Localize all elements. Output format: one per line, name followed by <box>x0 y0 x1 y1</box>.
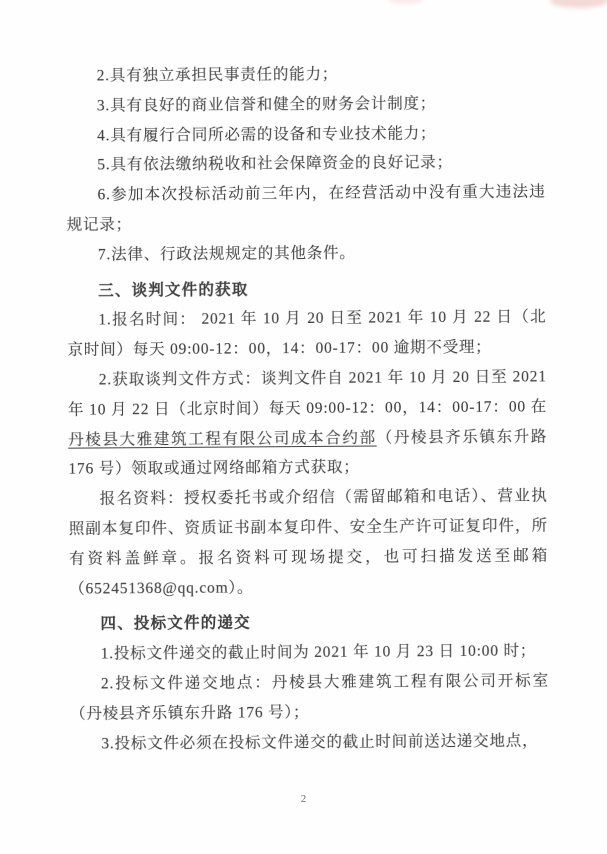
section-heading <box>67 273 546 306</box>
text-segment: 2.具有独立承担民事责任的能力； <box>96 65 339 85</box>
paragraph <box>66 178 545 241</box>
paragraph <box>70 726 549 759</box>
paragraph <box>67 303 546 366</box>
paragraph <box>70 666 549 729</box>
text-segment: 3.投标文件必须在投标文件递交的截止时间前送达递交地点， <box>101 731 539 752</box>
text-segment: 5.具有依法缴纳税收和社会保障资金的良好记录； <box>97 154 453 174</box>
text-segment: 4.具有履行合同所必需的设备和专业技术能力； <box>97 124 437 145</box>
text-segment: 报名资料：授权委托书或介绍信（需留邮箱和电话）、营业执照副本复印件、资质证书副本复印件、安全生产许可证复印件，所有资料盖鲜章。报名资料可现场提交，也可扫描发送至邮箱（652451368@qq.com）。 <box>68 487 549 598</box>
text-segment: （丹棱县齐乐镇东升路 176 号）领取或通过网络邮箱方式获取； <box>68 427 548 479</box>
text-segment: 7.法律、行政法规规定的其他条件。 <box>97 244 356 264</box>
scan-artifact-smudge <box>550 0 607 8</box>
text-segment: 四、投标文件的递交 <box>100 614 251 633</box>
text-segment: 2.投标文件递交地点：丹棱县大雅建筑工程有限公司开标室（丹棱县齐乐镇东升路 176 号）； <box>70 672 549 723</box>
paragraph <box>66 118 545 151</box>
paragraph <box>66 58 545 91</box>
paragraph <box>70 636 549 669</box>
underlined-text: 丹棱县大雅建筑工程有限公司成本合约部 <box>68 429 377 449</box>
paragraph <box>68 362 548 485</box>
section-heading <box>69 607 548 640</box>
text-segment: 2.获取谈判文件方式：谈判文件自 2021 年 10 月 20 日至 2021 年 10 月 22 日（北京时间）每天 09:00-12：00，14：00-17：00 在 <box>67 368 548 419</box>
paragraph <box>67 237 546 270</box>
paragraph <box>66 148 545 181</box>
document-body <box>66 58 550 759</box>
text-segment: 6.参加本次投标活动前三年内，在经营活动中没有重大违法违规记录； <box>66 183 546 234</box>
paragraph <box>69 481 549 604</box>
text-segment: 三、谈判文件的获取 <box>98 280 249 300</box>
text-segment: 1.投标文件递交的截止时间为 2021 年 10 月 23 日 10:00 时； <box>100 642 537 663</box>
scan-artifact-smudge <box>388 0 424 4</box>
text-segment: 1.报名时间： 2021 年 10 月 20 日至 2021 年 10 月 22 日（北京时间）每天 09:00-12：00，14：00-17：00 逾期不受理； <box>67 308 547 359</box>
page-number: 2 <box>300 793 307 805</box>
text-segment: 3.具有良好的商业信誉和健全的财务会计制度； <box>96 94 437 115</box>
paragraph <box>66 88 545 121</box>
